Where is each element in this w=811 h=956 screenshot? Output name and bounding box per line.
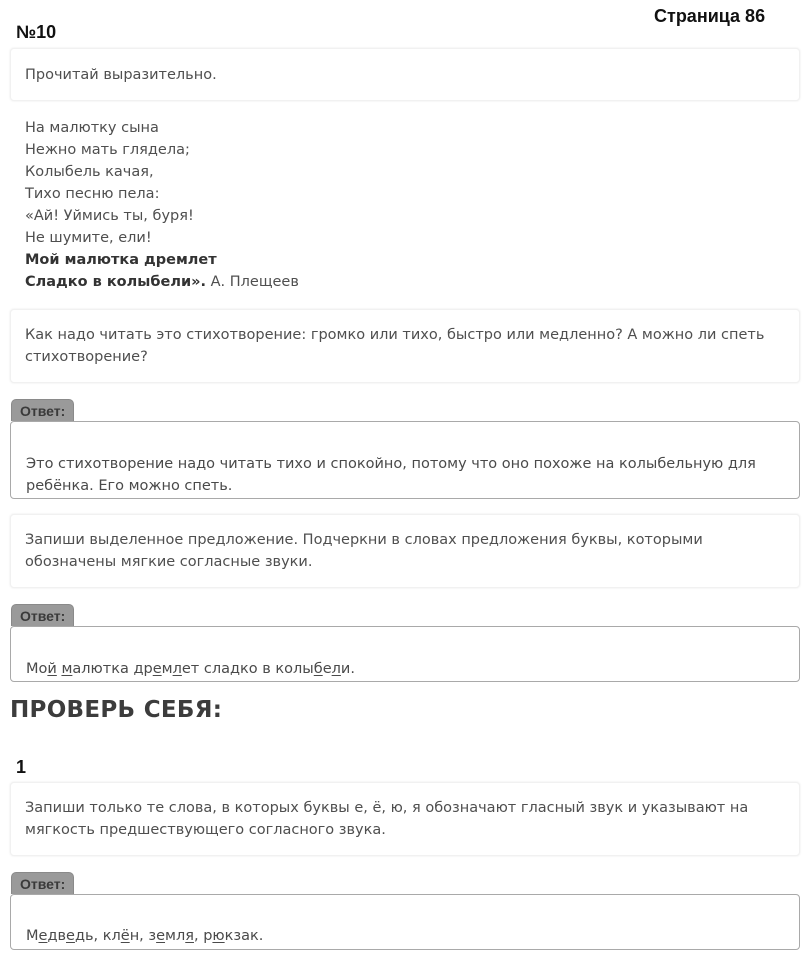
underlined-letter: ё xyxy=(120,927,130,944)
underlined-letter: й xyxy=(47,660,57,677)
underlined-letter: е xyxy=(66,927,75,944)
instruction-text: Прочитай выразительно. xyxy=(25,67,217,83)
task-number: №10 xyxy=(16,22,57,42)
answer-text-segment: мл xyxy=(165,927,186,944)
answer-text-segment: н, з xyxy=(129,927,157,944)
poem-line: Нежно мать глядела; xyxy=(25,142,190,158)
answer-text-segment: е xyxy=(322,660,332,677)
answer-text-segment: Мо xyxy=(26,660,48,677)
poem-line-last xyxy=(25,271,785,293)
answer-box xyxy=(10,421,800,499)
underlined-letter: л xyxy=(331,660,341,677)
section-heading: ПРОВЕРЬ СЕБЯ: xyxy=(10,697,223,723)
answer-label-tab: Ответ: xyxy=(11,604,74,626)
poem-line: «Ай! Уймись ты, буря! xyxy=(25,208,194,224)
poem-card xyxy=(10,104,800,304)
poem-line-bold xyxy=(25,249,785,271)
answer-text-segment: дв xyxy=(47,927,67,944)
question-card xyxy=(10,782,800,856)
answer-text-segment: ка xyxy=(111,660,134,677)
answer-box xyxy=(10,626,800,682)
answer-text: Это стихотворение надо читать тихо и спокойно, потому что оно похоже на колыбельную для ребёнка. Его можно спеть. xyxy=(26,455,756,494)
answer-label-tab: Ответ: xyxy=(11,399,74,421)
answer-text-segment: алю xyxy=(72,660,103,677)
question-card xyxy=(10,309,800,383)
question-text: Запиши только те слова, в которых буквы е, ё, ю, я обозначают гласный звук и указывают на мягкость предшествующего согласного звука. xyxy=(25,800,749,838)
poem-line: На малютку сына xyxy=(25,120,159,136)
answer-text-segment: ет сладко в колы xyxy=(181,660,314,677)
highlighted-sentence-end: Сладко в колыбели». xyxy=(25,274,206,290)
underlined-letter: е xyxy=(156,927,166,944)
poem-line: Колыбель качая, xyxy=(25,164,154,180)
poem-author: А. Плещеев xyxy=(210,274,299,290)
poem-line: Тихо песню пела: xyxy=(25,186,160,202)
instruction-card xyxy=(10,48,800,101)
question-card xyxy=(10,514,800,588)
underlined-letter: е xyxy=(152,660,162,677)
answer-text-segment: д xyxy=(133,660,144,677)
answer-label-tab: Ответ: xyxy=(11,872,74,894)
answer-text xyxy=(26,658,784,680)
answer-text-segment: и. xyxy=(340,660,355,677)
underlined-letter: ю xyxy=(212,927,225,944)
answer-text-segment: , р xyxy=(193,927,213,944)
answer-text-segment: М xyxy=(26,927,39,944)
answer-text-segment: дь, кл xyxy=(74,927,121,944)
underlined-letter: л xyxy=(172,660,182,677)
poem-line: Не шумите, ели! xyxy=(25,230,152,246)
page-number: Страница 86 xyxy=(654,6,766,26)
underlined-letter: я xyxy=(185,927,194,944)
item-number: 1 xyxy=(16,757,27,777)
underlined-letter: е xyxy=(38,927,48,944)
question-text: Запиши выделенное предложение. Подчеркни в словах предложения буквы, которыми обозначены мягкие согласные звуки. xyxy=(25,532,703,570)
highlighted-sentence-part: Мой малютка дремлет xyxy=(25,252,217,268)
underlined-letter: м xyxy=(61,660,73,677)
answer-text-segment: р xyxy=(143,660,153,677)
underlined-letter: б xyxy=(313,660,323,677)
answer-box xyxy=(10,894,800,950)
answer-text-segment: м xyxy=(161,660,173,677)
question-text: Как надо читать это стихотворение: громко или тихо, быстро или медленно? А можно ли спеть стихотворение? xyxy=(25,327,765,365)
answer-text-segment: кзак. xyxy=(224,927,264,944)
answer-text xyxy=(26,925,784,947)
answer-text-segment: т xyxy=(102,660,112,677)
